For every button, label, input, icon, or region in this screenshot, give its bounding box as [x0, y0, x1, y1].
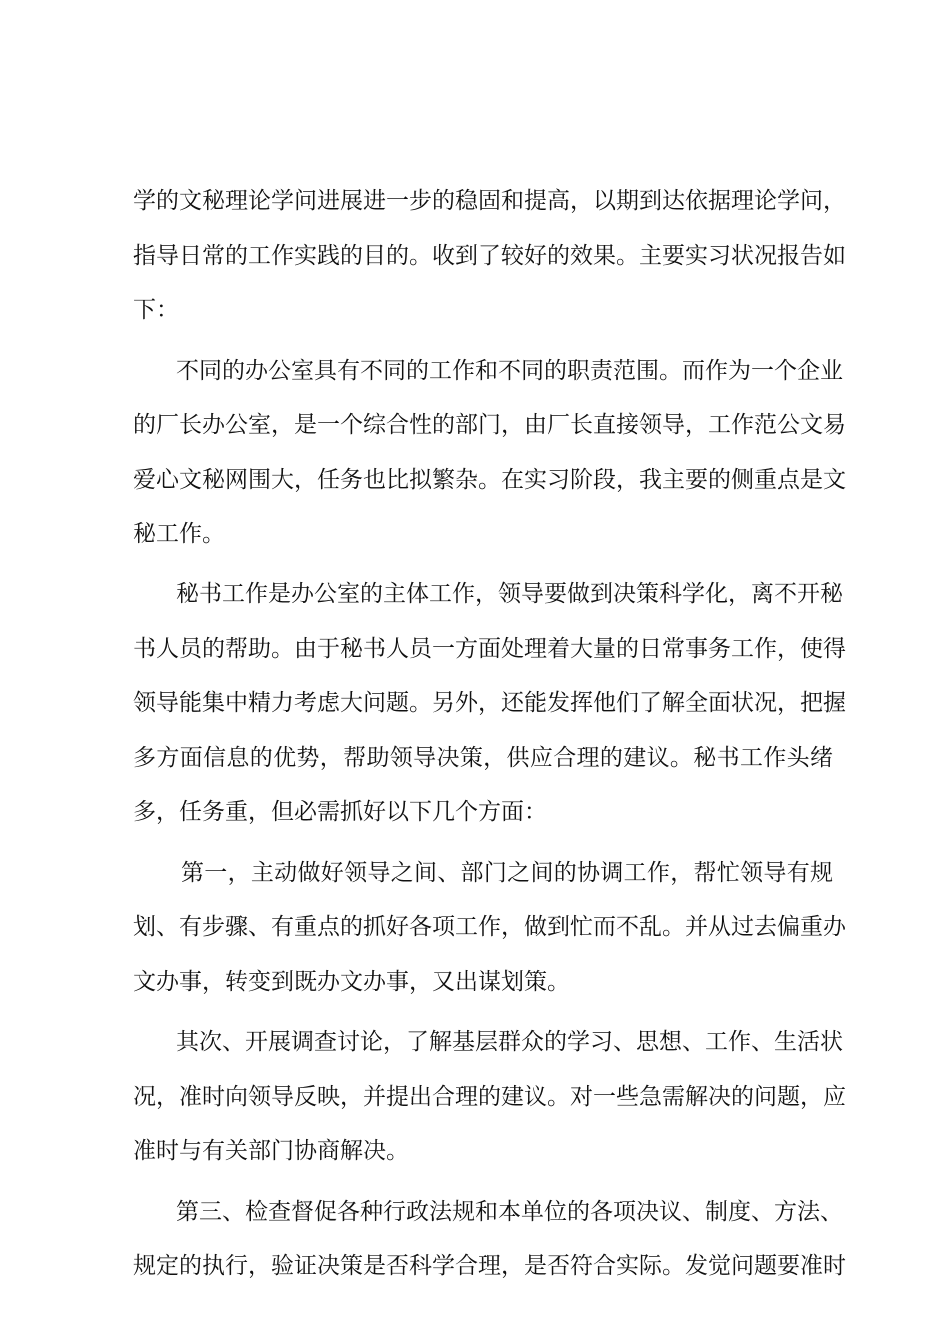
text-line: 文办事，转变到既办文办事，又出谋划策。 [133, 969, 570, 995]
paragraph-first-line: 秘书工作是办公室的主体工作，领导要做到决策科学化，离不开秘 [176, 581, 843, 607]
text-line: 学的文秘理论学问进展进一步的稳固和提高，以期到达依据理论学问， [133, 188, 846, 214]
paragraph-first-line: 不同的办公室具有不同的工作和不同的职责范围。而作为一个企业 [176, 358, 843, 384]
text-line: 爱心文秘网围大，任务也比拟繁杂。在实习阶段，我主要的侧重点是文 [133, 467, 846, 493]
text-line: 指导日常的工作实践的目的。收到了较好的效果。主要实习状况报告如 [133, 243, 846, 269]
text-line: 准时与有关部门协商解决。 [133, 1138, 409, 1164]
text-line: 的厂长办公室，是一个综合性的部门，由厂长直接领导，工作范公文易 [133, 412, 846, 438]
text-line: 况，准时向领导反映，并提出合理的建议。对一些急需解决的问题，应 [133, 1084, 846, 1110]
text-line: 下： [133, 297, 179, 323]
text-line: 多方面信息的优势，帮助领导决策，供应合理的建议。秘书工作头绪 [133, 745, 833, 771]
paragraph-first-line: 第一，主动做好领导之间、部门之间的协调工作，帮忙领导有规 [181, 860, 833, 886]
text-line: 书人员的帮助。由于秘书人员一方面处理着大量的日常事务工作，使得 [133, 636, 846, 662]
paragraph-first-line: 第三、检查督促各种行政法规和本单位的各项决议、制度、方法、 [176, 1199, 843, 1225]
text-line: 规定的执行，验证决策是否科学合理，是否符合实际。发觉问题要准时 [133, 1253, 846, 1279]
text-line: 领导能集中精力考虑大问题。另外，还能发挥他们了解全面状况，把握 [133, 690, 846, 716]
paragraph-first-line: 其次、开展调查讨论，了解基层群众的学习、思想、工作、生活状 [176, 1029, 843, 1055]
text-line: 多，任务重，但必需抓好以下几个方面： [133, 799, 547, 825]
text-line: 秘工作。 [133, 521, 225, 547]
text-line: 划、有步骤、有重点的抓好各项工作，做到忙而不乱。并从过去偏重办 [133, 914, 846, 940]
